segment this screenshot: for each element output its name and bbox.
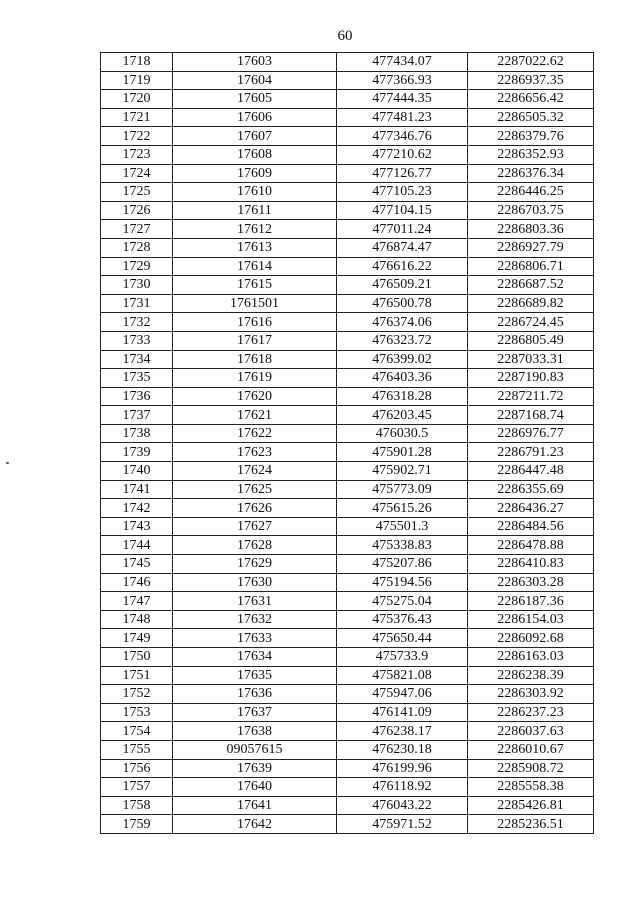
- row-index-cell: 1737: [101, 406, 173, 425]
- y-coordinate-cell: 2286187.36: [468, 592, 594, 611]
- table-row: [101, 610, 594, 629]
- x-coordinate-cell: 476403.36: [337, 369, 468, 388]
- y-coordinate-cell: 2285426.81: [468, 796, 594, 815]
- row-index-cell: 1733: [101, 331, 173, 350]
- row-index-cell: 1723: [101, 145, 173, 164]
- x-coordinate-cell: 475615.26: [337, 499, 468, 518]
- x-coordinate-cell: 475194.56: [337, 573, 468, 592]
- row-index-cell: 1727: [101, 220, 173, 239]
- scan-artifact-dot: [6, 462, 9, 464]
- y-coordinate-cell: 2286806.71: [468, 257, 594, 276]
- point-id-cell: 17613: [173, 238, 337, 257]
- y-coordinate-cell: 2286724.45: [468, 313, 594, 332]
- y-coordinate-cell: 2286976.77: [468, 424, 594, 443]
- point-id-cell: 17628: [173, 536, 337, 555]
- row-index-cell: 1729: [101, 257, 173, 276]
- page-number: 60: [337, 28, 353, 44]
- x-coordinate-cell: 476118.92: [337, 778, 468, 797]
- x-coordinate-cell: 475821.08: [337, 666, 468, 685]
- point-id-cell: 17608: [173, 145, 337, 164]
- x-coordinate-cell: 476509.21: [337, 276, 468, 295]
- x-coordinate-cell: 476203.45: [337, 406, 468, 425]
- point-id-cell: 17606: [173, 108, 337, 127]
- y-coordinate-cell: 2285908.72: [468, 759, 594, 778]
- y-coordinate-cell: 2286154.03: [468, 610, 594, 629]
- x-coordinate-cell: 475501.3: [337, 517, 468, 536]
- table-row: [101, 53, 594, 72]
- x-coordinate-cell: 477346.76: [337, 127, 468, 146]
- row-index-cell: 1732: [101, 313, 173, 332]
- row-index-cell: 1721: [101, 108, 173, 127]
- point-id-cell: 17621: [173, 406, 337, 425]
- y-coordinate-cell: 2286446.25: [468, 183, 594, 202]
- row-index-cell: 1724: [101, 164, 173, 183]
- y-coordinate-cell: 2287022.62: [468, 53, 594, 72]
- table-row: [101, 145, 594, 164]
- row-index-cell: 1750: [101, 648, 173, 667]
- table-row: [101, 350, 594, 369]
- table-row: [101, 815, 594, 834]
- table-row: [101, 796, 594, 815]
- x-coordinate-cell: 477210.62: [337, 145, 468, 164]
- y-coordinate-cell: 2287168.74: [468, 406, 594, 425]
- y-coordinate-cell: 2286237.23: [468, 703, 594, 722]
- table-row: [101, 201, 594, 220]
- table-row: [101, 517, 594, 536]
- y-coordinate-cell: 2286447.48: [468, 462, 594, 481]
- x-coordinate-cell: 477366.93: [337, 71, 468, 90]
- y-coordinate-cell: 2286092.68: [468, 629, 594, 648]
- y-coordinate-cell: 2286379.76: [468, 127, 594, 146]
- x-coordinate-cell: 476399.02: [337, 350, 468, 369]
- table-row: [101, 778, 594, 797]
- point-id-cell: 17641: [173, 796, 337, 815]
- x-coordinate-cell: 476616.22: [337, 257, 468, 276]
- table-row: [101, 648, 594, 667]
- x-coordinate-cell: 475376.43: [337, 610, 468, 629]
- coordinate-table: [100, 52, 594, 834]
- table-row: [101, 313, 594, 332]
- x-coordinate-cell: 476238.17: [337, 722, 468, 741]
- y-coordinate-cell: 2286352.93: [468, 145, 594, 164]
- point-id-cell: 17638: [173, 722, 337, 741]
- point-id-cell: 17612: [173, 220, 337, 239]
- y-coordinate-cell: 2286484.56: [468, 517, 594, 536]
- point-id-cell: 17610: [173, 183, 337, 202]
- y-coordinate-cell: 2286803.36: [468, 220, 594, 239]
- x-coordinate-cell: 475901.28: [337, 443, 468, 462]
- table-row: [101, 703, 594, 722]
- row-index-cell: 1745: [101, 555, 173, 574]
- row-index-cell: 1734: [101, 350, 173, 369]
- point-id-cell: 17637: [173, 703, 337, 722]
- y-coordinate-cell: 2286037.63: [468, 722, 594, 741]
- y-coordinate-cell: 2286376.34: [468, 164, 594, 183]
- table-row: [101, 183, 594, 202]
- x-coordinate-cell: 477105.23: [337, 183, 468, 202]
- point-id-cell: 17609: [173, 164, 337, 183]
- table-row: [101, 90, 594, 109]
- row-index-cell: 1749: [101, 629, 173, 648]
- table-row: [101, 71, 594, 90]
- x-coordinate-cell: 477011.24: [337, 220, 468, 239]
- point-id-cell: 17607: [173, 127, 337, 146]
- row-index-cell: 1752: [101, 685, 173, 704]
- y-coordinate-cell: 2286355.69: [468, 480, 594, 499]
- y-coordinate-cell: 2286805.49: [468, 331, 594, 350]
- table-row: [101, 629, 594, 648]
- x-coordinate-cell: 476874.47: [337, 238, 468, 257]
- point-id-cell: 17636: [173, 685, 337, 704]
- x-coordinate-cell: 476323.72: [337, 331, 468, 350]
- x-coordinate-cell: 476199.96: [337, 759, 468, 778]
- y-coordinate-cell: 2286163.03: [468, 648, 594, 667]
- table-row: [101, 294, 594, 313]
- row-index-cell: 1759: [101, 815, 173, 834]
- x-coordinate-cell: 476030.5: [337, 424, 468, 443]
- row-index-cell: 1726: [101, 201, 173, 220]
- point-id-cell: 17620: [173, 387, 337, 406]
- x-coordinate-cell: 475773.09: [337, 480, 468, 499]
- point-id-cell: 17635: [173, 666, 337, 685]
- row-index-cell: 1728: [101, 238, 173, 257]
- point-id-cell: 17614: [173, 257, 337, 276]
- y-coordinate-cell: 2285236.51: [468, 815, 594, 834]
- point-id-cell: 17632: [173, 610, 337, 629]
- y-coordinate-cell: 2286436.27: [468, 499, 594, 518]
- table-row: [101, 759, 594, 778]
- table-row: [101, 462, 594, 481]
- row-index-cell: 1739: [101, 443, 173, 462]
- row-index-cell: 1758: [101, 796, 173, 815]
- row-index-cell: 1743: [101, 517, 173, 536]
- point-id-cell: 17623: [173, 443, 337, 462]
- table-row: [101, 573, 594, 592]
- table-row: [101, 443, 594, 462]
- point-id-cell: 17604: [173, 71, 337, 90]
- row-index-cell: 1718: [101, 53, 173, 72]
- y-coordinate-cell: 2285558.38: [468, 778, 594, 797]
- point-id-cell: 17633: [173, 629, 337, 648]
- row-index-cell: 1725: [101, 183, 173, 202]
- row-index-cell: 1741: [101, 480, 173, 499]
- table-row: [101, 127, 594, 146]
- x-coordinate-cell: 475338.83: [337, 536, 468, 555]
- point-id-cell: 17622: [173, 424, 337, 443]
- y-coordinate-cell: 2286687.52: [468, 276, 594, 295]
- point-id-cell: 17605: [173, 90, 337, 109]
- x-coordinate-cell: 475275.04: [337, 592, 468, 611]
- point-id-cell: 17639: [173, 759, 337, 778]
- table-row: [101, 238, 594, 257]
- point-id-cell: 17615: [173, 276, 337, 295]
- y-coordinate-cell: 2287190.83: [468, 369, 594, 388]
- table-row: [101, 536, 594, 555]
- point-id-cell: 17627: [173, 517, 337, 536]
- table-row: [101, 666, 594, 685]
- x-coordinate-cell: 475733.9: [337, 648, 468, 667]
- x-coordinate-cell: 475971.52: [337, 815, 468, 834]
- table-row: [101, 555, 594, 574]
- point-id-cell: 17611: [173, 201, 337, 220]
- row-index-cell: 1755: [101, 740, 173, 759]
- row-index-cell: 1751: [101, 666, 173, 685]
- row-index-cell: 1744: [101, 536, 173, 555]
- row-index-cell: 1720: [101, 90, 173, 109]
- y-coordinate-cell: 2286505.32: [468, 108, 594, 127]
- row-index-cell: 1742: [101, 499, 173, 518]
- table-body: [101, 53, 594, 834]
- table-row: [101, 108, 594, 127]
- x-coordinate-cell: 477444.35: [337, 90, 468, 109]
- x-coordinate-cell: 475650.44: [337, 629, 468, 648]
- point-id-cell: 17625: [173, 480, 337, 499]
- row-index-cell: 1735: [101, 369, 173, 388]
- table-row: [101, 406, 594, 425]
- point-id-cell: 17616: [173, 313, 337, 332]
- row-index-cell: 1736: [101, 387, 173, 406]
- x-coordinate-cell: 476141.09: [337, 703, 468, 722]
- point-id-cell: 17624: [173, 462, 337, 481]
- point-id-cell: 1761501: [173, 294, 337, 313]
- y-coordinate-cell: 2286703.75: [468, 201, 594, 220]
- table-row: [101, 257, 594, 276]
- point-id-cell: 17640: [173, 778, 337, 797]
- y-coordinate-cell: 2286303.92: [468, 685, 594, 704]
- row-index-cell: 1756: [101, 759, 173, 778]
- x-coordinate-cell: 476374.06: [337, 313, 468, 332]
- x-coordinate-cell: 476043.22: [337, 796, 468, 815]
- y-coordinate-cell: 2287211.72: [468, 387, 594, 406]
- point-id-cell: 17618: [173, 350, 337, 369]
- row-index-cell: 1754: [101, 722, 173, 741]
- y-coordinate-cell: 2286656.42: [468, 90, 594, 109]
- point-id-cell: 17631: [173, 592, 337, 611]
- point-id-cell: 17603: [173, 53, 337, 72]
- table-row: [101, 592, 594, 611]
- row-index-cell: 1748: [101, 610, 173, 629]
- x-coordinate-cell: 476230.18: [337, 740, 468, 759]
- y-coordinate-cell: 2286410.83: [468, 555, 594, 574]
- row-index-cell: 1740: [101, 462, 173, 481]
- point-id-cell: 09057615: [173, 740, 337, 759]
- x-coordinate-cell: 477104.15: [337, 201, 468, 220]
- x-coordinate-cell: 476500.78: [337, 294, 468, 313]
- table-row: [101, 331, 594, 350]
- y-coordinate-cell: 2286303.28: [468, 573, 594, 592]
- table-row: [101, 276, 594, 295]
- table-row: [101, 740, 594, 759]
- point-id-cell: 17617: [173, 331, 337, 350]
- row-index-cell: 1746: [101, 573, 173, 592]
- point-id-cell: 17619: [173, 369, 337, 388]
- table-row: [101, 424, 594, 443]
- row-index-cell: 1738: [101, 424, 173, 443]
- table-row: [101, 387, 594, 406]
- x-coordinate-cell: 476318.28: [337, 387, 468, 406]
- row-index-cell: 1753: [101, 703, 173, 722]
- y-coordinate-cell: 2286010.67: [468, 740, 594, 759]
- row-index-cell: 1731: [101, 294, 173, 313]
- x-coordinate-cell: 475902.71: [337, 462, 468, 481]
- table-row: [101, 164, 594, 183]
- y-coordinate-cell: 2286478.88: [468, 536, 594, 555]
- table-row: [101, 685, 594, 704]
- row-index-cell: 1757: [101, 778, 173, 797]
- point-id-cell: 17626: [173, 499, 337, 518]
- x-coordinate-cell: 477481.23: [337, 108, 468, 127]
- row-index-cell: 1747: [101, 592, 173, 611]
- row-index-cell: 1730: [101, 276, 173, 295]
- y-coordinate-cell: 2286791.23: [468, 443, 594, 462]
- table-row: [101, 220, 594, 239]
- table-row: [101, 480, 594, 499]
- table-row: [101, 722, 594, 741]
- x-coordinate-cell: 477434.07: [337, 53, 468, 72]
- point-id-cell: 17642: [173, 815, 337, 834]
- table-row: [101, 369, 594, 388]
- y-coordinate-cell: 2287033.31: [468, 350, 594, 369]
- x-coordinate-cell: 477126.77: [337, 164, 468, 183]
- point-id-cell: 17630: [173, 573, 337, 592]
- row-index-cell: 1719: [101, 71, 173, 90]
- table-row: [101, 499, 594, 518]
- x-coordinate-cell: 475947.06: [337, 685, 468, 704]
- y-coordinate-cell: 2286927.79: [468, 238, 594, 257]
- y-coordinate-cell: 2286238.39: [468, 666, 594, 685]
- y-coordinate-cell: 2286937.35: [468, 71, 594, 90]
- point-id-cell: 17629: [173, 555, 337, 574]
- point-id-cell: 17634: [173, 648, 337, 667]
- row-index-cell: 1722: [101, 127, 173, 146]
- x-coordinate-cell: 475207.86: [337, 555, 468, 574]
- y-coordinate-cell: 2286689.82: [468, 294, 594, 313]
